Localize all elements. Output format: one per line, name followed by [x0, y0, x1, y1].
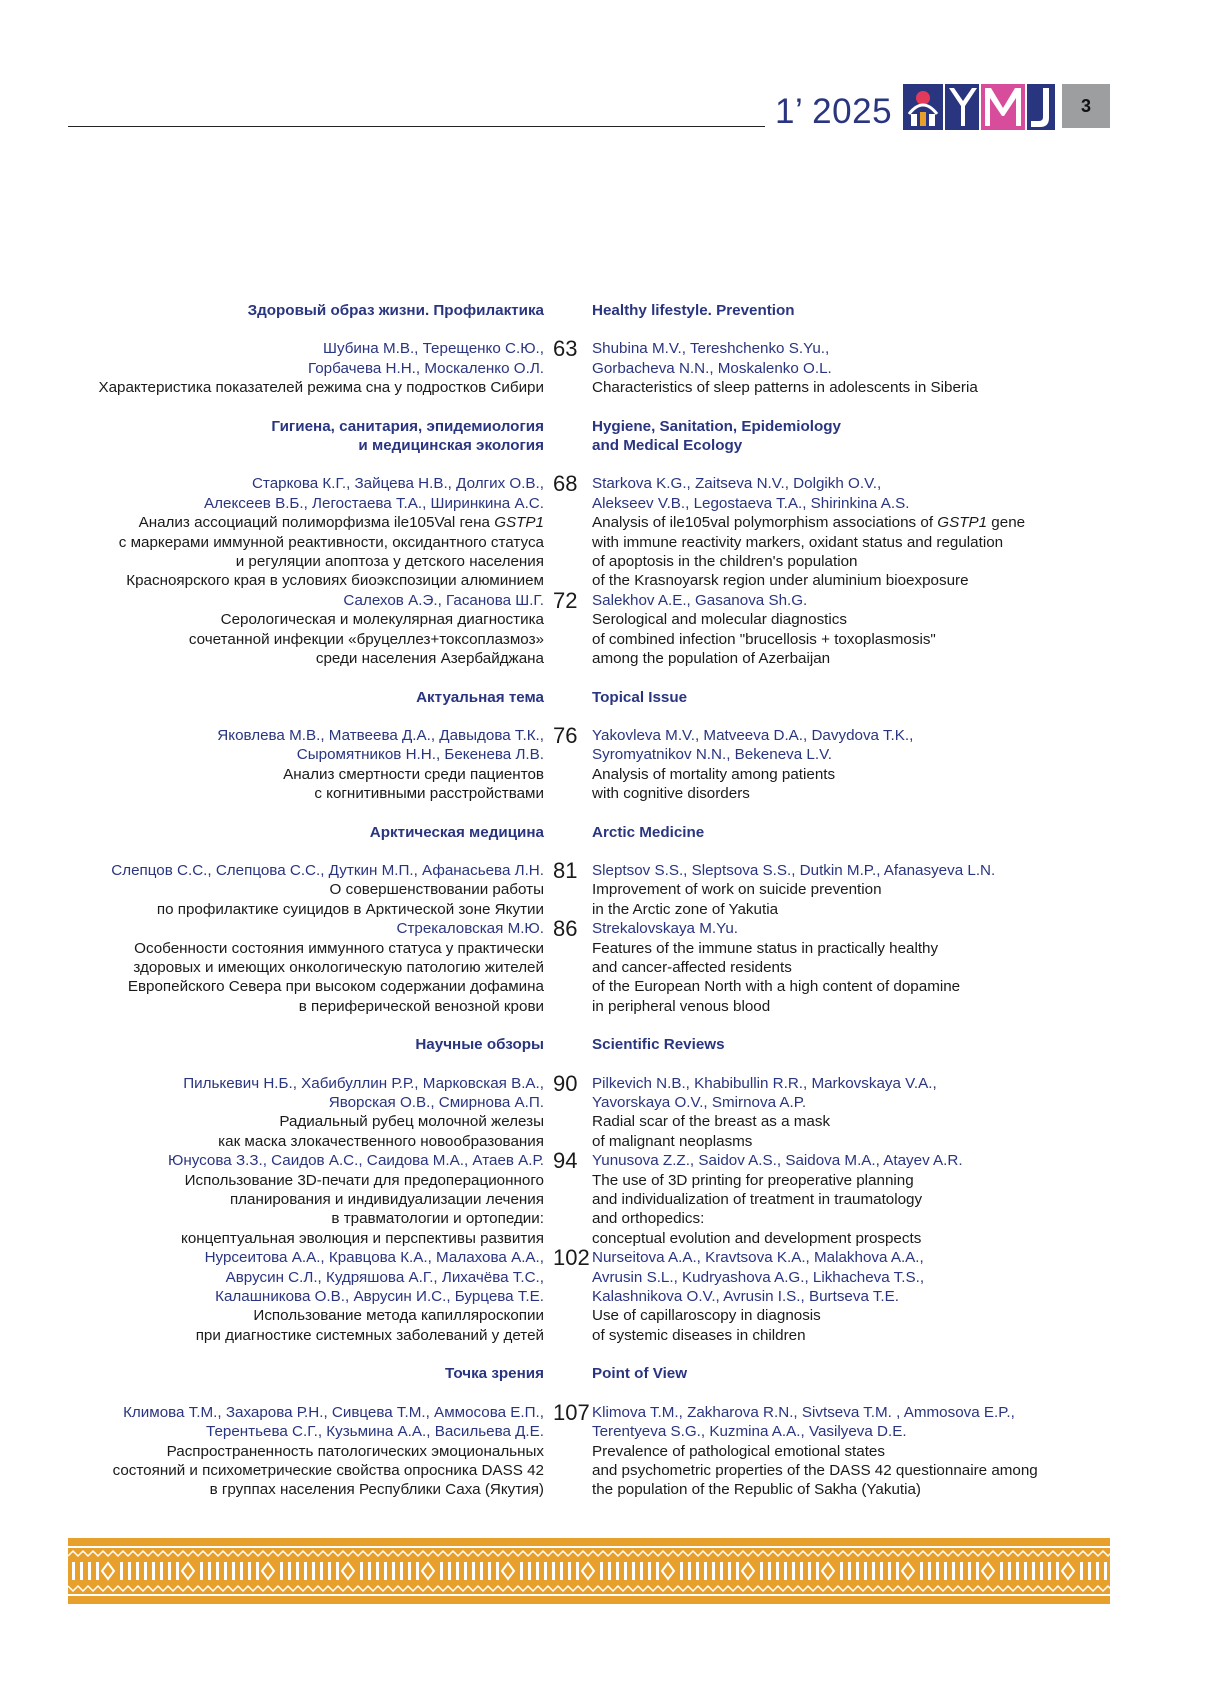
page-column — [544, 513, 592, 532]
table-row — [0, 916, 1208, 942]
authors-ru: Стрекаловская М.Ю. — [396, 920, 544, 938]
authors-ru: Салехов А.Э., Гасанова Ш.Г. — [343, 591, 544, 609]
section-title-en: Scientific Reviews — [592, 1036, 725, 1054]
section-title-ru: Актуальная тема — [416, 688, 544, 706]
table-of-contents — [0, 282, 1208, 1500]
article-title-ru: концептуальная эволюция и перспективы развития — [181, 1229, 544, 1247]
table-row — [0, 1190, 1208, 1209]
article-title-en: of the Krasnoyarsk region under aluminium bioexposure — [592, 572, 969, 590]
article-title-ru: Серологическая и молекулярная диагностика — [220, 611, 544, 629]
page-column — [544, 1364, 592, 1383]
page-column — [544, 997, 592, 1016]
article-title-ru: Анализ смертности среди пациентов — [283, 765, 544, 783]
article-title-ru: в периферической венозной крови — [298, 997, 544, 1015]
article-title-ru: при диагностике системных заболеваний у детей — [195, 1326, 544, 1344]
table-row — [0, 571, 1208, 590]
section-heading-row — [0, 823, 1208, 842]
article-title-en: of malignant neoplasms — [592, 1132, 753, 1150]
authors-ru: Слепцов С.С., Слепцова С.С., Дуткин М.П., Афанасьева Л.Н. — [111, 861, 544, 879]
table-row — [0, 857, 1208, 883]
authors-en: Salekhov A.E., Gasanova Sh.G. — [592, 591, 808, 609]
section-title-ru: Здоровый образ жизни. Профилактика — [247, 302, 544, 319]
authors-en: Klimova T.M., Zakharova R.N., Sivtseva T.M. , Ammosova E.P., — [592, 1403, 1015, 1421]
authors-en: Terentyeva S.G., Kuzmina A.A., Vasilyeva D.E. — [592, 1423, 907, 1441]
page-number: 63 — [553, 336, 578, 362]
article-title-en: the population of the Republic of Sakha (Yakutia) — [592, 1481, 921, 1499]
section-heading-row — [0, 1035, 1208, 1054]
page-column — [544, 857, 592, 883]
table-row — [0, 1132, 1208, 1151]
article-title-ru: среди населения Азербайджана — [315, 650, 544, 668]
article-title-en: of systemic diseases in children — [592, 1326, 806, 1344]
table-row — [0, 1480, 1208, 1499]
page-column — [544, 688, 592, 707]
article-title-ru: Распространенность патологических эмоциональных — [166, 1442, 544, 1460]
table-row — [0, 939, 1208, 958]
authors-ru: Алексеев В.Б., Легостаева Т.А., Ширинкина А.С. — [204, 494, 544, 512]
article-title-en: of the European North with a high content of dopamine — [592, 978, 961, 996]
article-title-en: with immune reactivity markers, oxidant status and regulation — [592, 533, 1004, 551]
page-column — [544, 1399, 592, 1425]
authors-en: Gorbacheva N.N., Moskalenko O.L. — [592, 359, 832, 377]
section-title-ru: Арктическая медицина — [369, 823, 544, 841]
page-number: 76 — [553, 722, 578, 748]
article-title-en: Analysis of ile105val polymorphism associations of GSTP1 gene — [592, 514, 1026, 532]
decorative-ornament-border — [68, 1538, 1110, 1604]
authors-ru: Климова Т.М., Захарова Р.Н., Сивцева Т.М., Аммосова Е.П., — [123, 1403, 544, 1421]
page-column — [544, 649, 592, 668]
table-row — [0, 880, 1208, 899]
spacer — [0, 707, 1208, 726]
table-row — [0, 722, 1208, 748]
spacer — [0, 804, 1208, 823]
authors-ru: Нурсеитова А.А., Кравцова К.А., Малахова А.А., — [204, 1249, 544, 1267]
page-number: 90 — [553, 1070, 578, 1096]
article-title-en: with cognitive disorders — [592, 785, 750, 803]
page-column — [544, 1326, 592, 1345]
article-title-ru: в группах населения Республики Саха (Якутия) — [209, 1481, 544, 1499]
article-title-ru: Анализ ассоциаций полиморфизма ile105Val гена GSTP1 — [138, 514, 544, 532]
article-title-en: Analysis of mortality among patients — [592, 765, 836, 783]
spacer — [0, 320, 1208, 339]
spacer — [0, 282, 1208, 301]
page-column — [544, 1070, 592, 1096]
page-column — [544, 471, 592, 497]
article-title-ru: здоровых и имеющих онкологическую патологию жителей — [133, 958, 544, 976]
section-title-ru: Научные обзоры — [415, 1036, 544, 1054]
authors-en: Sleptsov S.S., Sleptsova S.S., Dutkin M.P., Afanasyeva L.N. — [592, 861, 996, 879]
article-title-en: The use of 3D printing for preoperative planning — [592, 1171, 914, 1189]
article-title-en: of combined infection "brucellosis + toxoplasmosis" — [592, 630, 936, 648]
page-column — [544, 1112, 592, 1131]
page-column — [544, 1461, 592, 1480]
page-column — [544, 417, 592, 436]
table-row — [0, 359, 1208, 378]
authors-en: Strekalovskaya M.Yu. — [592, 920, 739, 938]
page-column — [544, 1422, 592, 1441]
page-column — [544, 1245, 592, 1271]
page-column — [544, 1306, 592, 1325]
table-row — [0, 378, 1208, 397]
page-column — [544, 939, 592, 958]
article-title-en: in the Arctic zone of Yakutia — [592, 900, 779, 918]
page-column — [544, 494, 592, 513]
page-column — [544, 1171, 592, 1190]
page-column — [544, 916, 592, 942]
article-title-en: conceptual evolution and development prospects — [592, 1229, 922, 1247]
page-column — [544, 1287, 592, 1306]
spacer — [0, 1016, 1208, 1035]
article-title-ru: как маска злокачественного новообразования — [218, 1132, 544, 1150]
page-column — [544, 1209, 592, 1228]
authors-en: Kalashnikova O.V., Avrusin I.S., Burtseva T.E. — [592, 1288, 900, 1306]
spacer — [0, 1384, 1208, 1403]
article-title-ru: планирования и индивидуализации лечения — [229, 1191, 544, 1209]
article-title-en: among the population of Azerbaijan — [592, 650, 831, 668]
table-row — [0, 649, 1208, 668]
article-title-en: and psychometric properties of the DASS 42 questionnaire among — [592, 1461, 1038, 1479]
page-number: 94 — [553, 1148, 578, 1174]
table-row — [0, 1171, 1208, 1190]
authors-ru: Юнусова З.З., Саидов А.С., Саидова М.А., Атаев А.Р. — [168, 1152, 544, 1170]
page-column — [544, 610, 592, 629]
table-row — [0, 610, 1208, 629]
page-column — [544, 765, 592, 784]
page-column — [544, 958, 592, 977]
section-title-ru: Гигиена, санитария, эпидемиология — [271, 417, 544, 435]
table-row — [0, 1399, 1208, 1425]
page-number: 81 — [553, 857, 578, 883]
table-row — [0, 1268, 1208, 1287]
article-title-en: Use of capillaroscopy in diagnosis — [592, 1307, 821, 1325]
authors-ru: Аврусин С.Л., Кудряшова А.Г., Лихачёва Т.С., — [225, 1268, 544, 1286]
table-row — [0, 1070, 1208, 1096]
table-row — [0, 784, 1208, 803]
journal-logo — [903, 84, 1055, 130]
article-title-ru: Европейского Севера при высоком содержании дофамина — [127, 978, 544, 996]
table-row — [0, 630, 1208, 649]
section-title-en: Topical Issue — [592, 688, 688, 706]
authors-ru: Старкова К.Г., Зайцева Н.В., Долгих О.В., — [251, 475, 544, 493]
table-row — [0, 336, 1208, 362]
page-column — [544, 745, 592, 764]
page-number: 68 — [553, 471, 578, 497]
section-heading-row — [0, 301, 1208, 320]
section-title-en: Point of View — [592, 1365, 688, 1383]
spacer — [0, 398, 1208, 417]
authors-ru: Пилькевич Н.Б., Хабибуллин Р.Р., Марковская В.А., — [183, 1074, 544, 1092]
article-title-ru: Характеристика показателей режима сна у подростков Сибири — [98, 379, 544, 397]
table-row — [0, 552, 1208, 571]
article-title-ru: Особенности состояния иммунного статуса у практически — [134, 939, 544, 957]
article-title-ru: в травматологии и ортопедии: — [331, 1210, 544, 1228]
article-title-en: Prevalence of pathological emotional states — [592, 1442, 885, 1460]
page-column — [544, 1190, 592, 1209]
page-column — [544, 880, 592, 899]
table-row — [0, 587, 1208, 613]
page-column — [544, 378, 592, 397]
authors-ru: Яворская О.В., Смирнова А.П. — [328, 1094, 544, 1111]
page-number-box: 3 — [1062, 84, 1110, 128]
article-title-ru: Красноярского края в условиях биоэкспозиции алюминием — [126, 572, 544, 590]
page-column — [544, 784, 592, 803]
article-title-ru: по профилактике суицидов в Арктической зоне Якутии — [156, 900, 544, 918]
table-row — [0, 1442, 1208, 1461]
authors-en: Alekseev V.B., Legostaeva T.A., Shirinkina A.S. — [592, 494, 910, 512]
page-column — [544, 977, 592, 996]
article-title-ru: с маркерами иммунной реактивности, оксидантного статуса — [118, 533, 544, 551]
page-column — [544, 1093, 592, 1112]
article-title-en: in peripheral venous blood — [592, 997, 771, 1015]
page-column — [544, 359, 592, 378]
authors-ru: Терентьева С.Г., Кузьмина А.А., Васильева Д.Е. — [206, 1423, 544, 1441]
section-title-en: Arctic Medicine — [592, 823, 705, 841]
authors-en: Nurseitova A.A., Kravtsova K.A., Malakhova A.A., — [592, 1249, 924, 1267]
section-title-ru: Точка зрения — [445, 1365, 544, 1383]
header-rule — [68, 126, 765, 127]
table-row — [0, 1461, 1208, 1480]
table-row — [0, 958, 1208, 977]
article-title-en: and individualization of treatment in traumatology — [592, 1191, 923, 1209]
page-column — [544, 1268, 592, 1287]
spacer — [0, 1345, 1208, 1364]
article-title-ru: состояний и психометрические свойства опросника DASS 42 — [112, 1461, 544, 1479]
section-heading-row — [0, 436, 1208, 455]
authors-ru: Сыромятников Н.Н., Бекенева Л.В. — [296, 746, 544, 764]
page-column — [544, 301, 592, 320]
section-title-ru: и медицинская экология — [358, 437, 544, 455]
section-title-en: Hygiene, Sanitation, Epidemiology — [592, 417, 841, 435]
authors-ru: Яковлева М.В., Матвеева Д.А., Давыдова Т.К., — [217, 726, 544, 744]
authors-ru: Горбачева Н.Н., Москаленко О.Л. — [308, 359, 544, 377]
table-row — [0, 1306, 1208, 1325]
page-column — [544, 552, 592, 571]
authors-ru: Шубина М.В., Терещенко С.Ю., — [323, 340, 544, 358]
page-number: 107 — [553, 1399, 590, 1425]
authors-en: Yavorskaya O.V., Smirnova A.P. — [592, 1094, 807, 1111]
page-column — [544, 533, 592, 552]
article-title-en: Features of the immune status in practically healthy — [592, 939, 939, 957]
article-title-ru: Использование метода капилляроскопии — [253, 1307, 544, 1325]
spacer — [0, 842, 1208, 861]
article-title-en: Improvement of work on suicide prevention — [592, 881, 882, 899]
page-column — [544, 823, 592, 842]
page-column — [544, 1442, 592, 1461]
table-row — [0, 1148, 1208, 1174]
page-column — [544, 587, 592, 613]
section-heading-row — [0, 417, 1208, 436]
article-title-ru: с когнитивными расстройствами — [314, 785, 544, 803]
table-row — [0, 765, 1208, 784]
article-title-en: of apoptosis in the children's population — [592, 553, 858, 571]
table-row — [0, 1209, 1208, 1228]
table-row — [0, 494, 1208, 513]
section-title-en: and Medical Ecology — [592, 437, 743, 455]
table-row — [0, 1093, 1208, 1112]
section-title-en: Healthy lifestyle. Prevention — [592, 302, 795, 319]
table-row — [0, 1287, 1208, 1306]
article-title-ru: О совершенствовании работы — [329, 881, 544, 899]
section-heading-row — [0, 688, 1208, 707]
table-row — [0, 997, 1208, 1016]
section-heading-row — [0, 1364, 1208, 1383]
table-row — [0, 1326, 1208, 1345]
article-title-ru: сочетанной инфекции «бруцеллез+токсоплазмоз» — [188, 630, 544, 648]
spacer — [0, 455, 1208, 474]
article-title-ru: Радиальный рубец молочной железы — [279, 1113, 544, 1131]
article-title-en: and orthopedics: — [592, 1210, 705, 1228]
table-row — [0, 745, 1208, 764]
page-column — [544, 1035, 592, 1054]
page-column — [544, 1480, 592, 1499]
table-row — [0, 1422, 1208, 1441]
authors-en: Pilkevich N.B., Khabibullin R.R., Markovskaya V.A., — [592, 1074, 937, 1092]
table-row — [0, 513, 1208, 532]
page-column — [544, 436, 592, 455]
page-number: 72 — [553, 587, 578, 613]
authors-ru: Калашникова О.В., Аврусин И.С., Бурцева Т.Е. — [215, 1288, 544, 1306]
table-row — [0, 1229, 1208, 1248]
table-row — [0, 900, 1208, 919]
page-column — [544, 630, 592, 649]
article-title-ru: и регуляции апоптоза у детского населения — [235, 553, 544, 571]
authors-en: Yunusova Z.Z., Saidov A.S., Saidova M.A., Atayev A.R. — [592, 1152, 963, 1170]
spacer — [0, 669, 1208, 688]
article-title-en: Characteristics of sleep patterns in adolescents in Siberia — [592, 379, 978, 397]
table-row — [0, 977, 1208, 996]
page-column — [544, 1148, 592, 1174]
spacer — [0, 1055, 1208, 1074]
table-row — [0, 1245, 1208, 1271]
article-title-en: Serological and molecular diagnostics — [592, 611, 847, 629]
authors-en: Yakovleva M.V., Matveeva D.A., Davydova T.K., — [592, 726, 914, 744]
page-column — [544, 722, 592, 748]
table-row — [0, 471, 1208, 497]
article-title-en: and cancer-affected residents — [592, 958, 792, 976]
page-number: 102 — [553, 1245, 590, 1271]
page-number: 86 — [553, 916, 578, 942]
article-title-en: Radial scar of the breast as a mask — [592, 1113, 831, 1131]
authors-en: Starkova K.G., Zaitseva N.V., Dolgikh O.V., — [592, 475, 882, 493]
table-row — [0, 1112, 1208, 1131]
authors-en: Avrusin S.L., Kudryashova A.G., Likhacheva T.S., — [592, 1268, 925, 1286]
article-title-ru: Использование 3D-печати для предоперационного — [184, 1171, 544, 1189]
table-row — [0, 533, 1208, 552]
issue-number: 1’ 2025 — [775, 92, 893, 131]
page-column — [544, 336, 592, 362]
authors-en: Syromyatnikov N.N., Bekeneva L.V. — [592, 746, 833, 764]
authors-en: Shubina M.V., Tereshchenko S.Yu., — [592, 340, 830, 358]
